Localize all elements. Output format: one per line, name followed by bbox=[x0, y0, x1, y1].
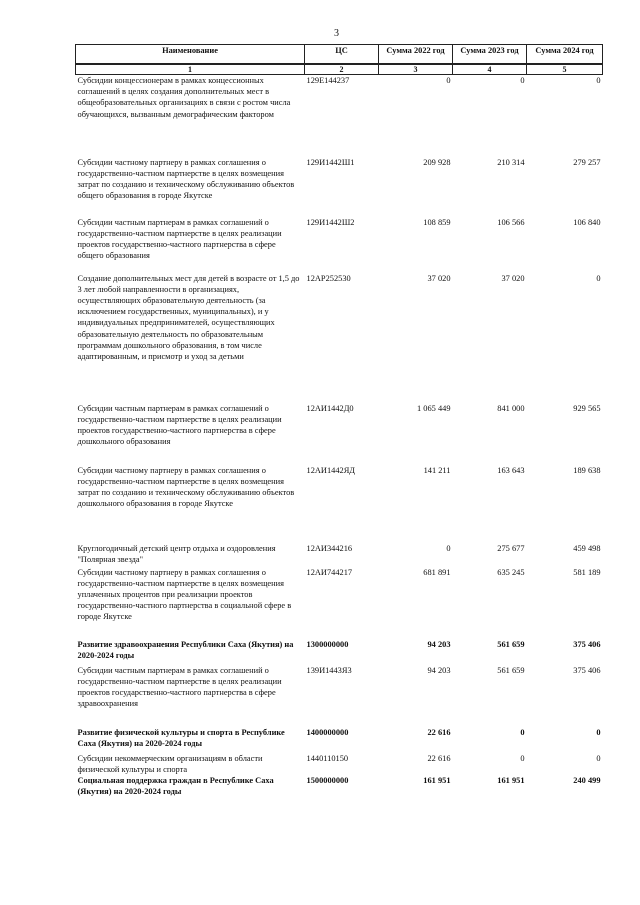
row-sum-2022: 161 951 bbox=[423, 775, 451, 785]
table-row bbox=[76, 665, 603, 727]
header-sum-2022: Сумма 2022 год bbox=[379, 45, 453, 65]
row-name: Социальная поддержка граждан в Республике Саха (Якутия) на 2020-2024 годы bbox=[77, 775, 274, 797]
table-row bbox=[76, 639, 603, 665]
row-sum-2024: 189 638 bbox=[573, 465, 601, 475]
row-sum-2024: 0 bbox=[596, 753, 601, 763]
row-sum-2022: 22 616 bbox=[427, 727, 451, 737]
row-sum-2022: 94 203 bbox=[427, 639, 451, 649]
row-sum-2023: 0 bbox=[520, 753, 525, 763]
row-sum-2023: 561 659 bbox=[497, 665, 525, 675]
row-name: Субсидии частному партнеру в рамках соглашения о государственно-частном партнерстве в целях возмещения уплаченных процентов при реализации проектов государственно-частного партнерства в социальной сфере в городе Якутске bbox=[77, 567, 292, 622]
row-name: Субсидии частным партнерам в рамках соглашений о государственно-частном партнерстве в целях реализации проектов государственно-частного партнерства в сфере дошкольного образования bbox=[77, 403, 282, 447]
row-sum-2024: 0 bbox=[596, 273, 601, 283]
row-code: 12АИ744217 bbox=[306, 567, 353, 577]
table-row bbox=[76, 403, 603, 465]
header-code: ЦС bbox=[305, 45, 379, 65]
table-body bbox=[76, 75, 603, 805]
row-name: Субсидии частным партнерам в рамках соглашений о государственно-частном партнерстве в целях реализации проектов государственно-частного партнерства в сфере общего образования bbox=[77, 217, 282, 261]
row-name: Субсидии частным партнерам в рамках соглашений о государственно-частном партнерстве в целях реализации проектов государственно-частного партнерства в сфере здравоохранения bbox=[77, 665, 282, 709]
column-number: 5 bbox=[527, 64, 603, 75]
row-sum-2022: 22 616 bbox=[427, 753, 451, 763]
row-code: 1400000000 bbox=[306, 727, 349, 737]
header-sum-2024: Сумма 2024 год bbox=[527, 45, 603, 65]
table-row bbox=[76, 273, 603, 403]
table-row bbox=[76, 753, 603, 775]
row-sum-2023: 163 643 bbox=[497, 465, 525, 475]
row-sum-2024: 375 406 bbox=[573, 665, 601, 675]
row-code: 12АИ1442Д0 bbox=[306, 403, 354, 413]
row-code: 12АР252530 bbox=[306, 273, 351, 283]
table-row bbox=[76, 727, 603, 753]
row-sum-2022: 94 203 bbox=[427, 665, 451, 675]
row-code: 12АИ344216 bbox=[306, 543, 353, 553]
row-sum-2024: 375 406 bbox=[573, 639, 601, 649]
row-sum-2022: 1 065 449 bbox=[417, 403, 451, 413]
row-sum-2022: 209 928 bbox=[423, 157, 451, 167]
table-row bbox=[76, 465, 603, 543]
budget-table bbox=[75, 44, 603, 805]
row-sum-2023: 161 951 bbox=[497, 775, 525, 785]
column-number-row bbox=[76, 64, 603, 75]
column-number: 2 bbox=[305, 64, 379, 75]
column-number: 1 bbox=[76, 64, 305, 75]
row-name: Субсидии концессионерам в рамках концессионных соглашений в целях создания дополнительных мест в общеобразовательных организациях в связи с ростом числа обучающихся, вызванным демографическим фактором bbox=[77, 76, 291, 119]
table-row bbox=[76, 217, 603, 273]
row-name: Субсидии частному партнеру в рамках соглашения о государственно-частном партнерстве в целях возмещения затрат по созданию и техническому обслуживанию объектов общего образования в городе Якутске bbox=[77, 157, 295, 201]
header-name: Наименование bbox=[76, 45, 305, 65]
row-sum-2024: 106 840 bbox=[573, 217, 601, 227]
row-sum-2022: 108 859 bbox=[423, 217, 451, 227]
column-number: 3 bbox=[379, 64, 453, 75]
header-sum-2023: Сумма 2023 год bbox=[453, 45, 527, 65]
row-code: 12АИ1442ЯД bbox=[306, 465, 356, 475]
table-row bbox=[76, 157, 603, 217]
row-sum-2023: 0 bbox=[520, 76, 525, 85]
row-sum-2023: 561 659 bbox=[497, 639, 525, 649]
row-sum-2022: 0 bbox=[446, 76, 451, 85]
row-code: 139И1443Я3 bbox=[306, 665, 352, 675]
table-row bbox=[76, 775, 603, 805]
row-name: Субсидии некоммерческим организациям в области физической культуры и спорта bbox=[77, 753, 263, 774]
row-name: Развитие здравоохранения Республики Саха (Якутия) на 2020-2024 годы bbox=[77, 639, 294, 660]
row-sum-2024: 0 bbox=[596, 727, 601, 737]
row-code: 1500000000 bbox=[306, 775, 349, 785]
row-sum-2023: 841 000 bbox=[497, 403, 525, 413]
row-code: 1440110150 bbox=[306, 753, 349, 763]
row-sum-2024: 581 189 bbox=[573, 567, 601, 577]
row-code: 129И1442Ш1 bbox=[306, 157, 355, 167]
row-sum-2022: 681 891 bbox=[423, 567, 451, 577]
row-sum-2023: 106 566 bbox=[497, 217, 525, 227]
row-sum-2024: 279 257 bbox=[573, 157, 601, 167]
row-sum-2022: 141 211 bbox=[423, 465, 451, 475]
row-name: Создание дополнительных мест для детей в возрасте от 1,5 до 3 лет любой направленности в организациях, осуществляющих образовательную деятельность (за исключением государственных, муниципальных), и у индивидуальных предпринимателей, осуществляющих образовательную деятельность по образовательным программам дошкольного образования, в том числе адаптированным, и присмотр и уход за детьми bbox=[77, 273, 300, 361]
row-code: 129И1442Ш2 bbox=[306, 217, 355, 227]
table-row bbox=[76, 75, 603, 157]
row-name: Круглогодичный детский центр отдыха и оздоровления "Полярная звезда" bbox=[77, 543, 276, 564]
row-sum-2023: 0 bbox=[520, 727, 525, 737]
row-sum-2024: 929 565 bbox=[573, 403, 601, 413]
row-code: 1300000000 bbox=[306, 639, 349, 649]
page-number: 3 bbox=[334, 28, 339, 39]
column-number: 4 bbox=[453, 64, 527, 75]
row-sum-2022: 37 020 bbox=[427, 273, 451, 283]
row-sum-2022: 0 bbox=[446, 543, 451, 553]
row-sum-2023: 635 245 bbox=[497, 567, 525, 577]
row-sum-2024: 0 bbox=[596, 76, 601, 85]
row-sum-2024: 459 498 bbox=[573, 543, 601, 553]
row-name: Субсидии частному партнеру в рамках соглашения о государственно-частном партнерстве в целях возмещения затрат по созданию и техническому обслуживанию объектов дошкольного образования в городе Якутске bbox=[77, 465, 295, 509]
table-row bbox=[76, 543, 603, 567]
row-name: Развитие физической культуры и спорта в Республике Саха (Якутия) на 2020-2024 годы bbox=[77, 727, 285, 748]
row-sum-2023: 37 020 bbox=[501, 273, 525, 283]
row-sum-2024: 240 499 bbox=[573, 775, 601, 785]
row-sum-2023: 210 314 bbox=[497, 157, 525, 167]
header-row bbox=[76, 45, 603, 65]
table-row bbox=[76, 567, 603, 639]
row-sum-2023: 275 677 bbox=[497, 543, 525, 553]
row-code: 129Е144237 bbox=[306, 76, 350, 85]
